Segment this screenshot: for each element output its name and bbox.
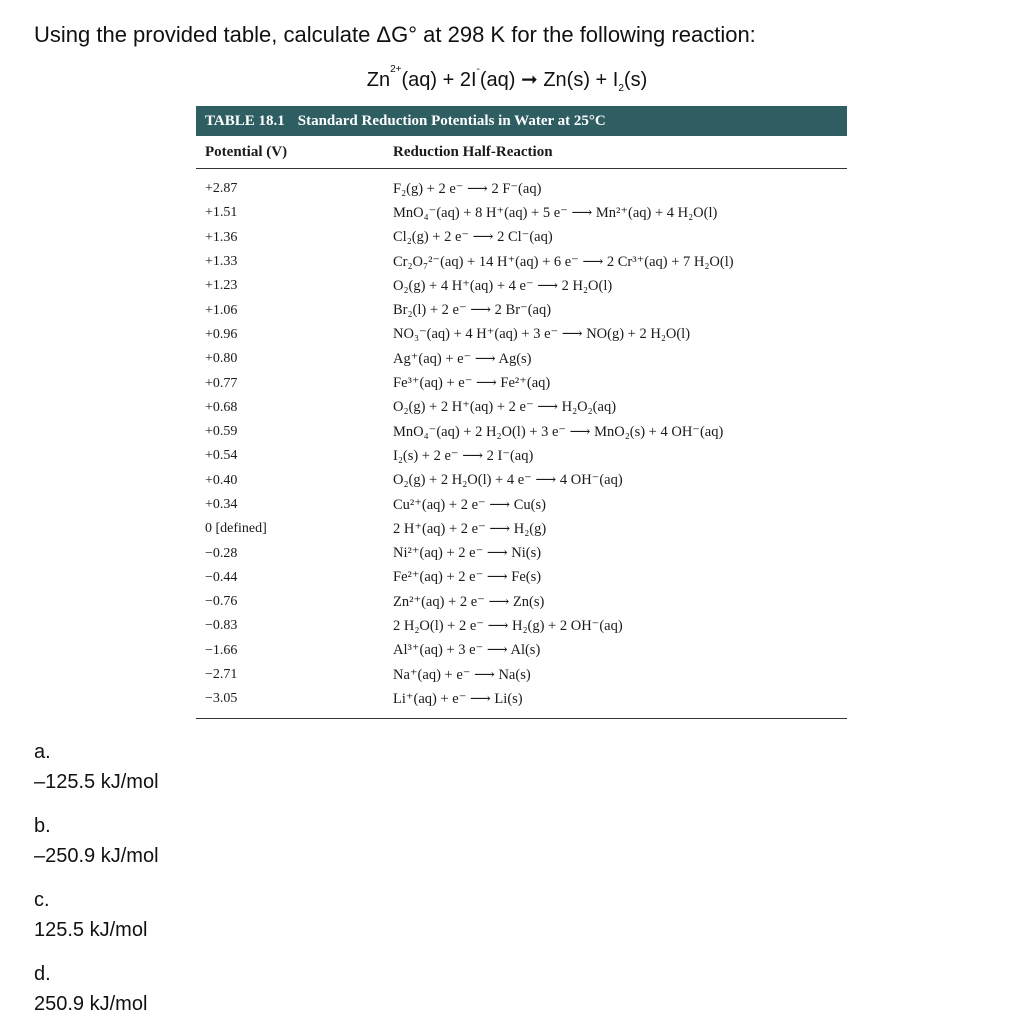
- row-half-reaction: O₂(g) + 4 H⁺(aq) + 4 e⁻ ⟶ 2 H₂O(l): [393, 277, 613, 294]
- row-half-reaction: Cu²⁺(aq) + 2 e⁻ ⟶ Cu(s): [393, 496, 546, 513]
- reaction-zn: Zn: [366, 69, 391, 91]
- table-row: [196, 396, 847, 420]
- option-letter[interactable]: a.: [34, 741, 51, 763]
- table-row: [196, 639, 847, 663]
- reaction-rhs: Zn(s) + I: [543, 69, 619, 91]
- table-row: [196, 566, 847, 590]
- option-letter[interactable]: c.: [34, 889, 50, 911]
- table-row: [196, 371, 847, 395]
- row-potential: +1.51: [205, 205, 238, 221]
- option-value[interactable]: –250.9 kJ/mol: [34, 845, 159, 867]
- option-value[interactable]: –125.5 kJ/mol: [34, 771, 159, 793]
- row-potential: −0.44: [205, 569, 238, 585]
- table-row: [196, 201, 847, 225]
- row-potential: +1.33: [205, 254, 238, 270]
- option-value[interactable]: 250.9 kJ/mol: [34, 993, 148, 1015]
- table-row: [196, 517, 847, 541]
- row-half-reaction: O₂(g) + 2 H⁺(aq) + 2 e⁻ ⟶ H₂O₂(aq): [393, 399, 617, 416]
- row-half-reaction: NO₃⁻(aq) + 4 H⁺(aq) + 3 e⁻ ⟶ NO(g) + 2 H₂O(l): [393, 326, 691, 343]
- row-potential: +2.87: [205, 181, 238, 197]
- table-title: Standard Reduction Potentials in Water at 25°C: [297, 112, 606, 129]
- answer-options: [34, 737, 159, 1033]
- row-half-reaction: Zn²⁺(aq) + 2 e⁻ ⟶ Zn(s): [393, 593, 545, 610]
- row-potential: +1.36: [205, 229, 238, 245]
- table-row: [196, 493, 847, 517]
- row-potential: +0.54: [205, 448, 238, 464]
- table-row: [196, 298, 847, 322]
- table-number: TABLE 18.1: [205, 112, 285, 129]
- row-potential: +1.23: [205, 278, 238, 294]
- row-half-reaction: Na⁺(aq) + e⁻ ⟶ Na(s): [393, 666, 531, 683]
- table-row: [196, 469, 847, 493]
- row-potential: +0.34: [205, 497, 238, 512]
- reaction-equation: [0, 64, 1014, 94]
- table-row: [196, 444, 847, 468]
- row-half-reaction: Al³⁺(aq) + 3 e⁻ ⟶ Al(s): [393, 642, 541, 659]
- table-body: [196, 169, 847, 719]
- option-letter[interactable]: d.: [34, 963, 51, 985]
- question-text: Using the provided table, calculate ΔG° at 298 K for the following reaction:: [34, 22, 756, 47]
- row-potential: −0.83: [205, 618, 238, 634]
- row-half-reaction: MnO₄⁻(aq) + 8 H⁺(aq) + 5 e⁻ ⟶ Mn²⁺(aq) + 4 H₂O(l): [393, 204, 718, 221]
- row-half-reaction: MnO₄⁻(aq) + 2 H₂O(l) + 3 e⁻ ⟶ MnO₂(s) + 4 OH⁻(aq): [393, 423, 724, 440]
- row-half-reaction: Br₂(l) + 2 e⁻ ⟶ 2 Br⁻(aq): [393, 302, 552, 319]
- row-potential: +0.68: [205, 399, 238, 415]
- row-half-reaction: F₂(g) + 2 e⁻ ⟶ 2 F⁻(aq): [393, 180, 542, 197]
- table-row: [196, 614, 847, 638]
- reaction-lhs-state: (aq) + 2I: [401, 69, 477, 91]
- row-half-reaction: I₂(s) + 2 e⁻ ⟶ 2 I⁻(aq): [393, 447, 534, 464]
- row-half-reaction: Fe²⁺(aq) + 2 e⁻ ⟶ Fe(s): [393, 569, 542, 586]
- table-row: [196, 250, 847, 274]
- table-header-row: [196, 136, 847, 169]
- table-row: [196, 274, 847, 298]
- reaction-arrow-icon: ➞: [521, 69, 538, 91]
- header-reaction: Reduction Half-Reaction: [393, 143, 553, 160]
- table-row: [196, 541, 847, 565]
- row-potential: −0.76: [205, 594, 238, 610]
- row-half-reaction: Li⁺(aq) + e⁻ ⟶ Li(s): [393, 690, 523, 707]
- row-potential: 0 [defined]: [205, 521, 267, 537]
- row-potential: +0.59: [205, 424, 238, 440]
- table-row: [196, 323, 847, 347]
- row-potential: +0.80: [205, 351, 238, 367]
- table-row: [196, 177, 847, 201]
- header-potential: Potential (V): [205, 143, 288, 160]
- table-row: [196, 663, 847, 687]
- reaction-iodide-state: (aq): [479, 69, 516, 91]
- row-half-reaction: Cl₂(g) + 2 e⁻ ⟶ 2 Cl⁻(aq): [393, 229, 553, 246]
- row-potential: −1.66: [205, 642, 238, 658]
- row-half-reaction: Fe³⁺(aq) + e⁻ ⟶ Fe²⁺(aq): [393, 375, 551, 392]
- row-potential: +0.77: [205, 375, 238, 391]
- reaction-rhs-state: (s): [623, 69, 648, 91]
- row-half-reaction: Ag⁺(aq) + e⁻ ⟶ Ag(s): [393, 350, 532, 367]
- reaction-iodide-charge: -: [476, 64, 480, 75]
- row-potential: −3.05: [205, 691, 238, 707]
- reaction-zn-charge: 2+: [390, 64, 402, 75]
- table-row: [196, 226, 847, 250]
- row-potential: +1.06: [205, 302, 238, 318]
- row-half-reaction: O₂(g) + 2 H₂O(l) + 4 e⁻ ⟶ 4 OH⁻(aq): [393, 472, 623, 489]
- row-half-reaction: 2 H₂O(l) + 2 e⁻ ⟶ H₂(g) + 2 OH⁻(aq): [393, 617, 623, 634]
- option-letter[interactable]: b.: [34, 815, 51, 837]
- table-row: [196, 420, 847, 444]
- row-half-reaction: Ni²⁺(aq) + 2 e⁻ ⟶ Ni(s): [393, 545, 542, 562]
- table-row: [196, 347, 847, 371]
- row-half-reaction: 2 H⁺(aq) + 2 e⁻ ⟶ H₂(g): [393, 520, 547, 537]
- row-potential: +0.40: [205, 472, 238, 488]
- reaction-rhs-subscript: 2: [618, 83, 624, 94]
- table-row: [196, 687, 847, 711]
- row-half-reaction: Cr₂O₇²⁻(aq) + 14 H⁺(aq) + 6 e⁻ ⟶ 2 Cr³⁺(aq) + 7 H₂O(l): [393, 253, 734, 270]
- row-potential: −0.28: [205, 545, 238, 561]
- row-potential: +0.96: [205, 326, 238, 342]
- row-potential: −2.71: [205, 667, 238, 683]
- table-title-bar: [196, 106, 847, 136]
- option-value[interactable]: 125.5 kJ/mol: [34, 919, 148, 941]
- table-row: [196, 590, 847, 614]
- reduction-potentials-table: [196, 106, 847, 719]
